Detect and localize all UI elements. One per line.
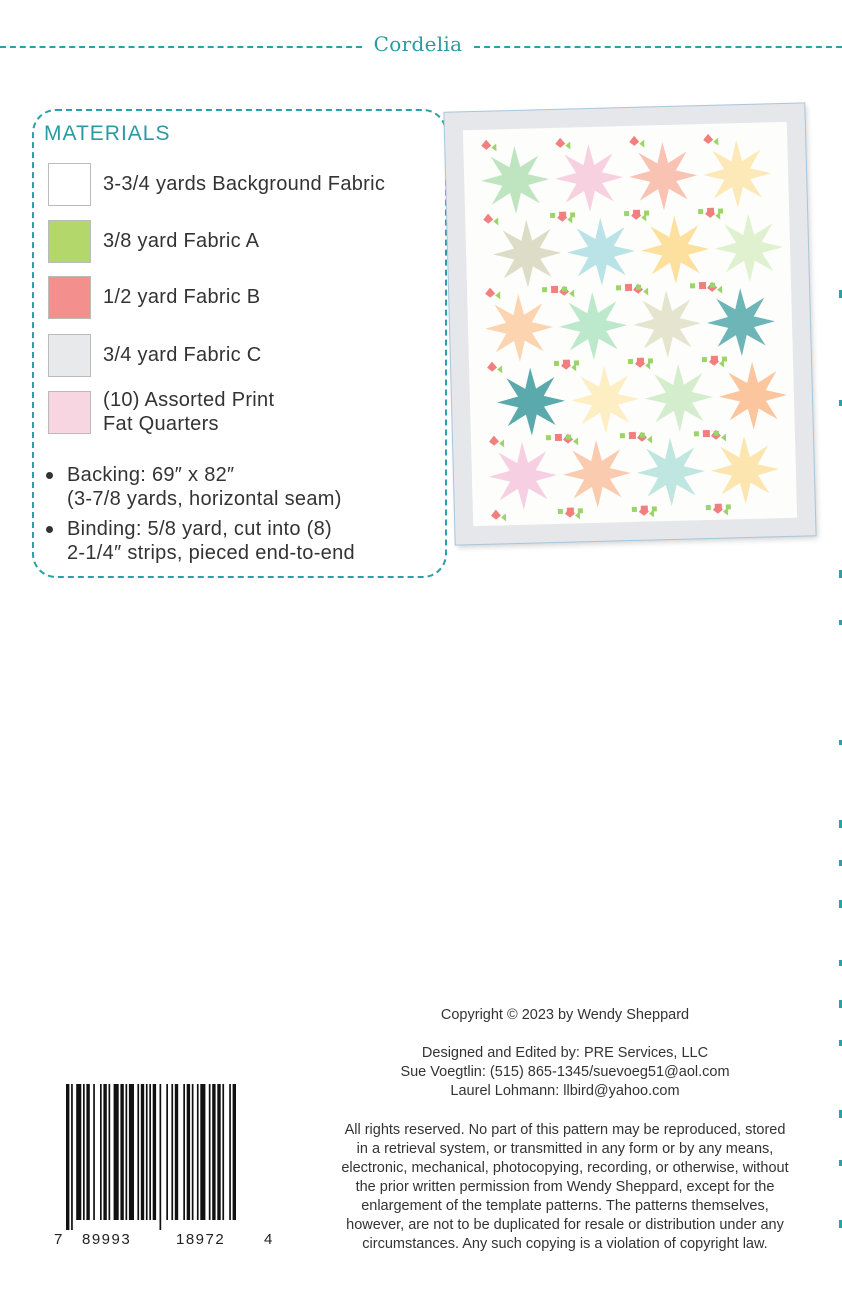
nine-patch-leaf — [726, 504, 731, 509]
barcode-bar — [209, 1084, 211, 1220]
nine-patch-leaf — [714, 431, 719, 436]
nine-patch-leaf — [648, 358, 653, 363]
bullet-dot — [46, 526, 53, 533]
edge-decoration — [836, 280, 842, 1280]
rights-line: in a retrieval system, or transmitted in any form or by any means, — [356, 1141, 774, 1157]
leaf-block — [569, 289, 574, 297]
barcode-bar — [76, 1084, 81, 1220]
quilt-star — [492, 219, 562, 289]
nine-patch-leaf — [550, 213, 555, 218]
barcode-bar — [200, 1084, 205, 1220]
nine-patch-center — [633, 210, 640, 217]
nine-patch-leaf — [578, 508, 583, 513]
leaf-block — [721, 434, 726, 442]
fabric-swatch-a — [48, 220, 91, 263]
quilt-star — [710, 435, 780, 505]
nine-patch-center — [715, 504, 722, 511]
nine-patch-center — [559, 212, 566, 219]
quilt-top — [463, 122, 797, 526]
rights-line: circumstances. Any such copying is a violation of copyright law. — [362, 1236, 768, 1252]
nine-patch-center — [629, 432, 636, 439]
backing-note: Backing: 69″ x 82″ (3-7/8 yards, horizontal seam) — [44, 463, 439, 511]
materials-heading: MATERIALS — [44, 122, 171, 145]
quilt-pattern — [463, 122, 797, 526]
nine-patch-leaf — [644, 210, 649, 215]
barcode-bar — [66, 1084, 69, 1230]
barcode-bars — [66, 1084, 236, 1230]
nine-patch-center — [703, 430, 710, 437]
leaf-block — [643, 288, 648, 296]
quilt-star — [488, 441, 558, 511]
barcode-bar — [197, 1084, 199, 1220]
nine-patch-center — [567, 508, 574, 515]
nine-patch-leaf — [542, 287, 547, 292]
quilt-star — [566, 217, 636, 287]
fabric-swatch-c — [48, 334, 91, 377]
rights-line: All rights reserved. No part of this pattern may be reproduced, stored — [344, 1122, 786, 1138]
nine-patch-center — [625, 284, 632, 291]
barcode-bar — [109, 1084, 111, 1220]
tulip-block — [555, 138, 565, 148]
barcode-bar — [160, 1084, 162, 1230]
material-item — [48, 162, 385, 206]
barcode-bar — [120, 1084, 123, 1220]
rights-line: however, are not to be duplicated for resale or distribution under any — [346, 1217, 784, 1233]
nine-patch-leaf — [694, 431, 699, 436]
quilt-star — [570, 365, 640, 435]
leaf-block — [713, 138, 718, 146]
materials-notes — [44, 463, 439, 571]
barcode-bar — [93, 1084, 95, 1220]
nine-patch-leaf — [616, 285, 621, 290]
barcode-digits-right: 18972 — [176, 1231, 226, 1248]
barcode-bar — [129, 1084, 134, 1220]
tulip-block — [629, 136, 639, 146]
quilt-star — [636, 437, 706, 507]
barcode-bar — [166, 1084, 168, 1220]
barcode-bar — [86, 1084, 89, 1220]
material-label: (10) Assorted Print Fat Quarters — [103, 389, 275, 435]
barcode-bar — [192, 1084, 194, 1220]
barcode-bar — [137, 1084, 139, 1220]
barcode-bar — [146, 1084, 148, 1220]
pattern-title: Cordelia — [373, 32, 463, 56]
quilt-illustration — [444, 103, 815, 544]
bullet-dot — [46, 472, 53, 479]
tulip-block — [481, 140, 491, 150]
leaf-block — [501, 513, 506, 521]
nine-patch-leaf — [628, 359, 633, 364]
tulip-block — [485, 288, 495, 298]
barcode-bar — [149, 1084, 151, 1220]
quilt-star — [554, 143, 624, 213]
nine-patch-center — [707, 208, 714, 215]
material-label: 3/4 yard Fabric C — [103, 344, 262, 366]
nine-patch-center — [699, 282, 706, 289]
tulip-block — [487, 361, 497, 371]
nine-patch-center — [711, 356, 718, 363]
quilt-star — [484, 293, 554, 363]
barcode-digit-lead: 7 — [54, 1231, 63, 1248]
quilt-star — [702, 139, 772, 209]
quilt-star — [496, 367, 566, 437]
barcode-bar — [71, 1084, 73, 1230]
fabric-swatch-background — [48, 163, 91, 206]
material-item — [48, 390, 274, 434]
barcode-bar — [83, 1084, 85, 1220]
nine-patch-leaf — [652, 506, 657, 511]
quilt-star — [628, 141, 698, 211]
nine-patch-leaf — [706, 505, 711, 510]
credit-line: Laurel Lohmann: llbird@yahoo.com — [450, 1083, 680, 1099]
barcode-bar — [212, 1084, 215, 1220]
nine-patch-leaf — [562, 287, 567, 292]
barcode-bar — [171, 1084, 173, 1220]
nine-patch-leaf — [640, 433, 645, 438]
nine-patch-leaf — [722, 356, 727, 361]
nine-patch-leaf — [718, 209, 723, 214]
credit-line: Sue Voegtlin: (515) 865-1345/suevoeg51@aol.com — [400, 1064, 730, 1080]
tulip-block — [489, 435, 499, 445]
tulip-block — [491, 509, 501, 519]
leaf-block — [499, 439, 504, 447]
rights-line: the prior written permission from Wendy Sheppard, except for the — [355, 1179, 775, 1195]
nine-patch-leaf — [566, 435, 571, 440]
nine-patch-leaf — [702, 357, 707, 362]
barcode-bar — [103, 1084, 106, 1220]
material-item — [48, 219, 259, 263]
quilt-star — [480, 145, 550, 215]
barcode-bar — [126, 1084, 128, 1220]
barcode-bar — [217, 1084, 220, 1220]
barcode-bar — [114, 1084, 119, 1220]
nine-patch-leaf — [546, 435, 551, 440]
nine-patch-leaf — [632, 507, 637, 512]
quilt-star — [558, 291, 628, 361]
credits — [300, 1044, 830, 1101]
barcode-bar — [100, 1084, 102, 1220]
quilt-star — [714, 213, 784, 283]
leaf-block — [639, 140, 644, 148]
nine-patch-leaf — [554, 361, 559, 366]
barcode-digit-check: 4 — [264, 1231, 273, 1248]
nine-patch-leaf — [620, 433, 625, 438]
barcode-bar — [183, 1084, 185, 1220]
nine-patch-leaf — [636, 285, 641, 290]
nine-patch-leaf — [710, 283, 715, 288]
header-dashed-line-left — [0, 46, 362, 48]
material-item — [48, 275, 260, 319]
barcode-bar — [187, 1084, 190, 1220]
barcode-bar — [229, 1084, 231, 1220]
leaf-block — [647, 435, 652, 443]
quilt-star — [706, 287, 776, 357]
nine-patch-center — [637, 358, 644, 365]
material-label: 1/2 yard Fabric B — [103, 286, 261, 308]
leaf-block — [717, 286, 722, 294]
leaf-block — [491, 143, 496, 151]
barcode-bar — [153, 1084, 156, 1220]
rights-line: electronic, mechanical, photocopying, recording, or otherwise, without — [341, 1160, 789, 1176]
leaf-block — [495, 291, 500, 299]
material-item — [48, 333, 262, 377]
material-label: 3/8 yard Fabric A — [103, 230, 260, 252]
nine-patch-leaf — [558, 509, 563, 514]
fabric-swatch-b — [48, 276, 91, 319]
fabric-swatch-assorted — [48, 391, 91, 434]
leaf-block — [573, 437, 578, 445]
leaf-block — [497, 365, 502, 373]
barcode — [52, 1084, 276, 1248]
barcode-bar — [233, 1084, 236, 1220]
binding-note: Binding: 5/8 yard, cut into (8) 2-1/4″ strips, pieced end-to-end — [44, 517, 439, 565]
nine-patch-leaf — [570, 212, 575, 217]
barcode-bar — [175, 1084, 178, 1220]
nine-patch-center — [555, 434, 562, 441]
leaf-block — [493, 217, 498, 225]
leaf-block — [565, 142, 570, 150]
nine-patch-center — [641, 506, 648, 513]
quilt-star — [644, 363, 714, 433]
material-label: 3-3/4 yards Background Fabric — [103, 173, 386, 195]
tulip-block — [483, 214, 493, 224]
rights-notice — [300, 1121, 830, 1254]
nine-patch-leaf — [698, 209, 703, 214]
rights-line: enlargement of the template patterns. The patterns themselves, — [361, 1198, 769, 1214]
tulip-block — [703, 134, 713, 144]
quilt-star — [632, 289, 702, 359]
quilt-star — [562, 439, 632, 509]
barcode-bar — [222, 1084, 224, 1220]
header-dashed-line-right — [474, 46, 842, 48]
nine-patch-center — [551, 286, 558, 293]
nine-patch-center — [563, 360, 570, 367]
nine-patch-leaf — [690, 283, 695, 288]
nine-patch-leaf — [574, 360, 579, 365]
barcode-bar — [141, 1084, 144, 1220]
barcode-digits-left: 89993 — [82, 1231, 132, 1248]
quilt-star — [718, 361, 788, 431]
nine-patch-leaf — [624, 211, 629, 216]
quilt-star — [640, 215, 710, 285]
copyright-line: Copyright © 2023 by Wendy Sheppard — [440, 1007, 690, 1023]
credit-line: Designed and Edited by: PRE Services, LLC — [421, 1045, 709, 1061]
